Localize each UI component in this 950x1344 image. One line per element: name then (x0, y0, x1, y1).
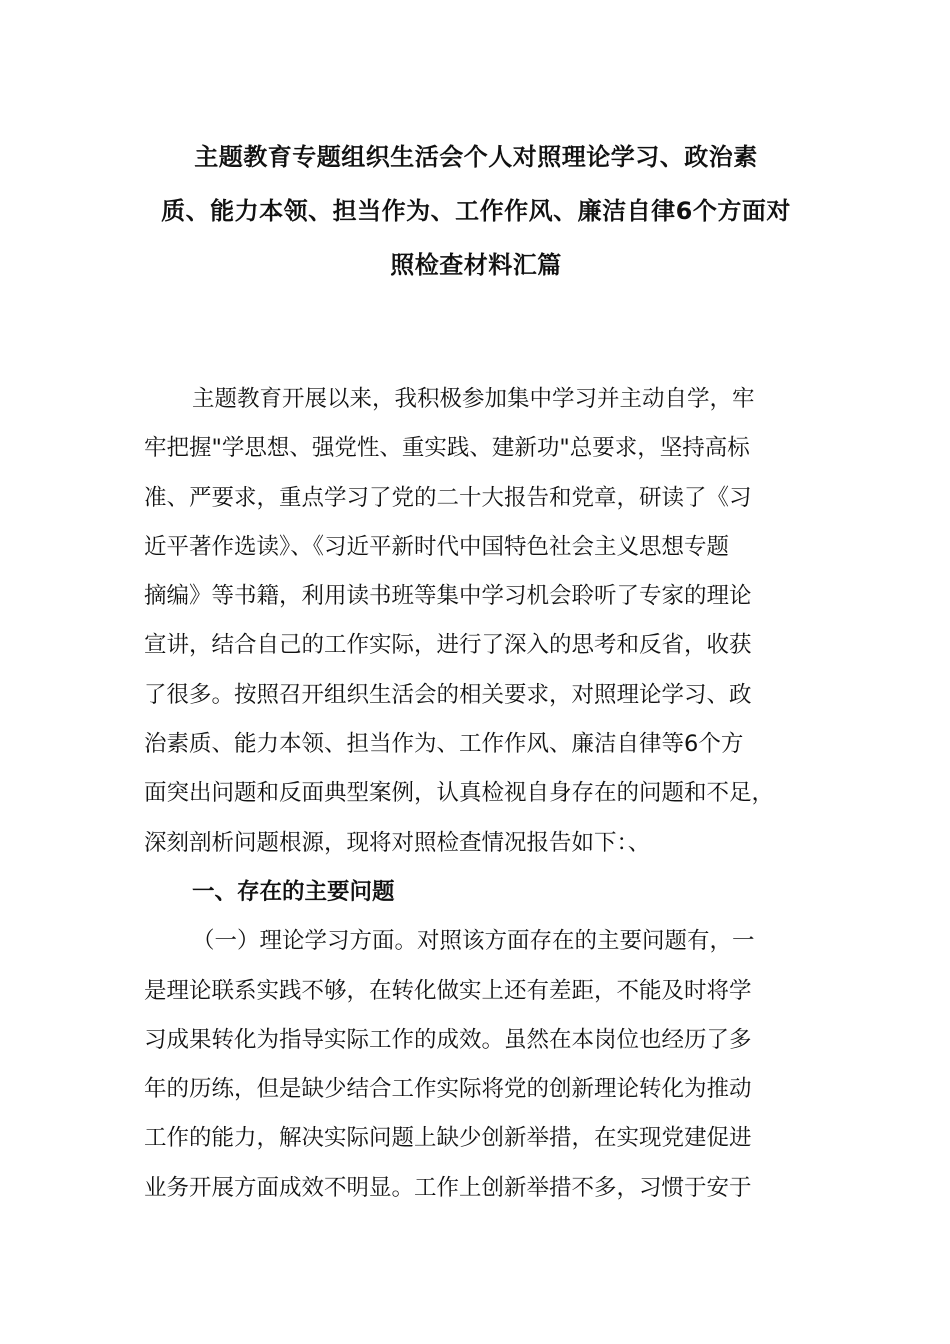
theory-paragraph-line: 年的历练，但是缺少结合工作实际将党的创新理论转化为推动 (144, 1076, 752, 1103)
intro-paragraph-line: 主题教育开展以来，我积极参加集中学习并主动自学，牢 (192, 386, 755, 412)
theory-paragraph-line: 习成果转化为指导实际工作的成效。虽然在本岗位也经历了多 (144, 1026, 752, 1053)
title-line: 主题教育专题组织生活会个人对照理论学习、政治素 (194, 143, 758, 171)
intro-paragraph-line: 宣讲，结合自己的工作实际，进行了深入的思考和反省，收获 (144, 632, 752, 659)
theory-paragraph-line: 是理论联系实践不够，在转化做实上还有差距，不能及时将学 (144, 977, 752, 1004)
intro-paragraph-line: 深刻剖析问题根源，现将对照检查情况报告如下：、 (144, 829, 651, 856)
theory-paragraph-line: 业务开展方面成效不明显。工作上创新举措不多，习惯于安于 (144, 1174, 752, 1201)
intro-paragraph-line: 摘编》等书籍，利用读书班等集中学习机会聆听了专家的理论 (144, 583, 752, 610)
intro-paragraph-line: 了很多。按照召开组织生活会的相关要求，对照理论学习、政 (144, 681, 752, 708)
title-line: 照检查材料汇篇 (390, 251, 562, 279)
intro-paragraph-line: 准、严要求，重点学习了党的二十大报告和党章，研读了《习 (144, 484, 752, 511)
document-title (144, 130, 808, 292)
intro-paragraph-line: 牢把握"学思想、强党性、重实践、建新功"总要求，坚持高标 (144, 435, 750, 462)
intro-paragraph-line: 面突出问题和反面典型案例，认真检视自身存在的问题和不足， (144, 780, 775, 807)
theory-paragraph-line: 工作的能力，解决实际问题上缺少创新举措，在实现党建促进 (144, 1125, 752, 1152)
title-line: 质、能力本领、担当作为、工作作风、廉洁自律6个方面对 (161, 197, 791, 225)
intro-paragraph-line: 近平著作选读》、《习近平新时代中国特色社会主义思想专题 (144, 533, 730, 560)
section-heading: 一、存在的主要问题 (192, 878, 395, 905)
document-body (144, 375, 808, 1213)
intro-paragraph-line: 治素质、能力本领、担当作为、工作作风、廉洁自律等6个方 (144, 731, 744, 758)
theory-paragraph-line: （一）理论学习方面。对照该方面存在的主要问题有，一 (192, 928, 755, 955)
